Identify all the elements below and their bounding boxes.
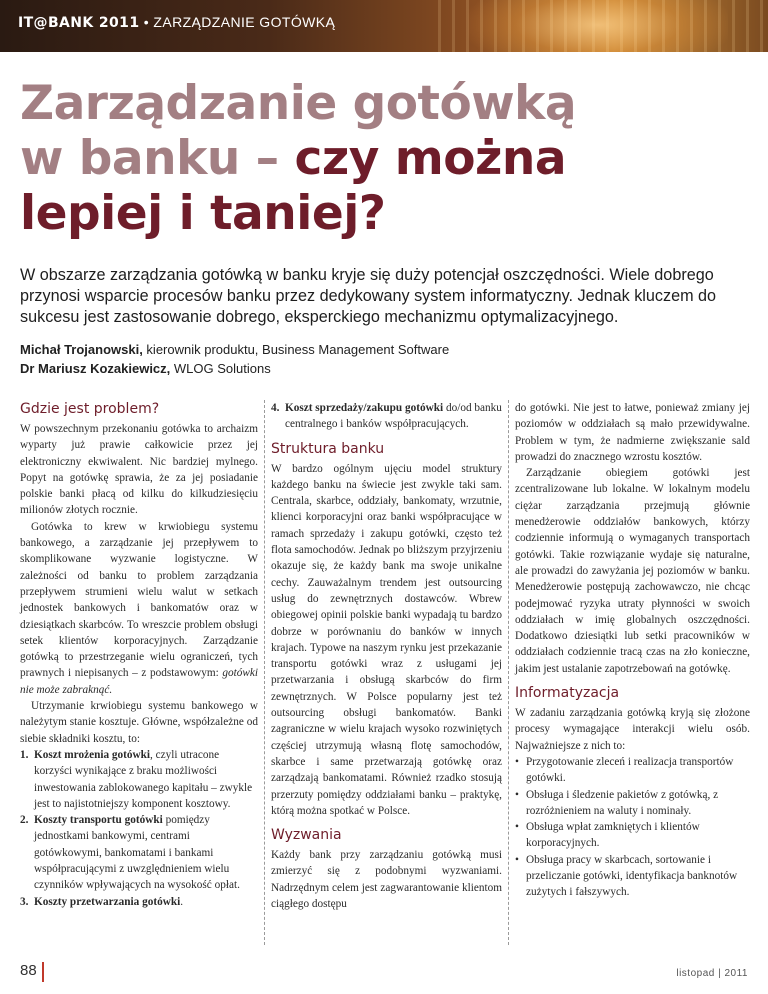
cost-item-4-text: do/od banku centralnego i banków współpracujących. (285, 402, 502, 431)
article-title (20, 76, 760, 241)
col1-paragraph-1: W powszechnym przekonaniu gotówka to archaizm wyparty już prawie całkowicie przez jej elektroniczny ekwiwalent. Nic bardziej mylnego. Popyt na gotówkę sprawia, że za jej posiadanie polskie banki płacą od kilku do kilkudziesięciu milionów złotych rocznie. (20, 423, 258, 517)
cost-item-3-num: 3. (20, 895, 29, 908)
issue-date: listopad | 2011 (676, 968, 748, 979)
section-heading-it: Informatyzacja (515, 685, 620, 702)
title-line-3: lepiej i taniej? (20, 186, 386, 241)
col3-paragraph-2: Zarządzanie obiegiem gotówki jest zcentralizowane lub lokalne. W lokalnym modelu ciężar zarządzania przejmują głównie menedżerowie oddziałów bankowych, którzy codziennie informują o wymaganych transportach gotówki. Takie rozwiązanie wydaje się naturalne, ale prowadzi do zawyżania jej poziomów w banku. Menedżerowie postępują zachowawczo, nie chcąc podejmować ryzyka utraty płynności w swoich oddziałach w imię globalnych oszczędności. Dodatkowo dziesiątki lub setki pracowników w oddziałach codziennie tracą czas na zło konieczne, jakim jest ustalanie zapotrzebowań na gotówkę. (515, 467, 750, 675)
header-label (18, 14, 335, 31)
column-2 (271, 400, 502, 912)
cost-item-3 (20, 894, 258, 910)
process-item-3: • Obsługa wpłat zamkniętych i klientów korporacyjnych. (515, 819, 750, 852)
authors-block (20, 340, 740, 378)
column-3 (515, 400, 750, 901)
author-2 (20, 359, 740, 378)
header-pattern (438, 0, 768, 52)
col1-paragraph-2-text: Gotówka to krew w krwiobiegu systemu bankowego, a zarządzanie jej przepływem to skomplikowane wyzwanie logistyczne. W zależności od banku to problem zarządzania przepływem strumieni wielu walut w setkach jednostek bankowych i bankomatów oraz w dziesiątkach skarbców. To wreszcie problem obsługi setek klientów korporacyjnych. Zarządzanie gotówką to przestrzeganie wielu ograniczeń, tych prawnych i niepisanych – z podstawowym: (20, 520, 258, 680)
cost-item-4-num: 4. (271, 402, 280, 414)
cost-item-2-bold: Koszty transportu gotówki (34, 814, 163, 827)
column-1 (20, 400, 258, 910)
author-2-name: Dr Mariusz Kozakiewicz, (20, 361, 171, 376)
section-heading-problem: Gdzie jest problem? (20, 401, 160, 417)
section-heading-challenges: Wyzwania (271, 827, 342, 844)
title-line-1: Zarządzanie gotówką (20, 76, 577, 131)
col3-paragraph-3: W zadaniu zarządzania gotówką kryją się złożone procesy wymagające interakcji wielu osób. Najważniejsze z nich to: (515, 707, 750, 752)
column-divider-1 (264, 400, 265, 945)
author-1-role: kierownik produktu, Business Management Software (142, 342, 450, 357)
header-separator: • (143, 14, 150, 30)
cost-item-1 (20, 747, 258, 812)
header-section: ZARZĄDZANIE GOTÓWKĄ (153, 14, 336, 30)
title-line-2b: czy można (294, 131, 567, 186)
cost-item-4-bold: Koszt sprzedaży/zakupu gotówki (285, 402, 444, 414)
page-number: 88 (20, 962, 37, 979)
column-divider-2 (508, 400, 509, 945)
author-2-role: WLOG Solutions (170, 361, 271, 376)
cost-item-2 (20, 812, 258, 893)
cost-item-2-num: 2. (20, 814, 29, 827)
col3-paragraph-1: do gotówki. Nie jest to łatwe, ponieważ zmiany jej poziomów w oddziałach są mało przewidywalne. Problem w tym, że nadmierne zwiększanie sald prowadzi do znacznego wzrostu kosztów. (515, 402, 750, 463)
cost-list-continued (271, 400, 502, 433)
author-1-name: Michał Trojanowski, (20, 342, 143, 357)
process-list (515, 754, 750, 901)
header-banner (0, 0, 768, 52)
cost-item-3-text: . (180, 895, 184, 908)
title-line-2a: w banku – (20, 131, 295, 186)
col2-paragraph-1: W bardzo ogólnym ujęciu model struktury każdego banku na świecie jest zwykle taki sam. Centrala, skarbce, oddziały, bankomaty, wrzutnie, klienci korporacyjni oraz banki współpracujące w ramach sprzedaży i zakupu gotówki, często też flota samochodów. Jednak po bliższym przyjrzeniu okazuje się, że każdy bank ma swoje unikalne cechy. Zauważalnym trendem jest outsourcing usług do zewnętrznych dostawców. Wbrew obiegowej opinii polskie banki wypadają tu bardzo dobrze w porównaniu do banków w innych krajach. Typowe na naszym rynku jest przekazanie transportu gotówki wraz z usługami jej przetwarzania i obsługą skarbców do firm zewnętrznych. W Polsce popularny jest też outsourcing obsługi bankomatów. Banki zagraniczne w wielu krajach wysoko rozwiniętych częściej utrzymują własną flotę samochodów, skarbce i same przetwarzają gotówkę oraz zarządzają bankomatami. Również rzadko stosują przerzuty pomiędzy oddziałami banku – praktykę, którą można spotkać w Polsce. (271, 462, 502, 817)
process-item-1: • Przygotowanie zleceń i realizacja transportów gotówki. (515, 754, 750, 787)
article-lead: W obszarze zarządzania gotówką w banku kryje się duży potencjał oszczędności. Wiele dobrego przynosi wsparcie procesów banku przez dedykowany system informatyczny. Jednak kluczem do sukcesu jest zastosowanie dobrego, eksperckiego mechanizmu optymalizacyjnego. (20, 266, 717, 326)
header-brand: IT@BANK 2011 (18, 15, 140, 31)
page-number-bar (42, 962, 44, 982)
col1-paragraph-2 (20, 519, 258, 698)
cost-list (20, 747, 258, 910)
section-heading-structure: Struktura banku (271, 440, 385, 457)
author-1 (20, 340, 740, 359)
process-item-4: • Obsługa pracy w skarbcach, sortowanie i przeliczanie gotówki, identyfikacja banknotów zużytych i fałszywych. (515, 852, 750, 901)
cost-item-1-num: 1. (20, 748, 29, 761)
cost-item-3-bold: Koszty przetwarzania gotówki (34, 895, 181, 908)
cost-item-4 (271, 400, 502, 433)
col1-paragraph-3: Utrzymanie krwiobiegu systemu bankowego w należytym stanie kosztuje. Główne, współzależne od siebie składniki kosztu, to: (20, 700, 258, 745)
col1-paragraph-2-emphasis: gotówki nie może zabraknąć. (20, 667, 258, 696)
cost-item-1-bold: Koszt mrożenia gotówki (34, 748, 151, 761)
col2-paragraph-2: Każdy bank przy zarządzaniu gotówką musi zmierzyć się z podobnymi wyzwaniami. Nadrzędnym celem jest zagwarantowanie klientom ciągłego dostępu (271, 849, 502, 911)
cost-item-1-text: , czyli utracone korzyści wynikające z braku możliwości inwestowania zablokowanego kapitału – zwykle jest to najistotniejszy komponent kosztowy. (34, 748, 253, 810)
cost-item-2-text: pomiędzy jednostkami bankowymi, centrami gotówkowymi, bankomatami i bankami współpracującymi z uwzględnieniem wielu czynników wpływających na wysokość opłat. (34, 814, 240, 892)
title-line-2 (20, 131, 760, 186)
process-item-2: • Obsługa i śledzenie pakietów z gotówką, z rozróżnieniem na waluty i nominały. (515, 787, 750, 820)
